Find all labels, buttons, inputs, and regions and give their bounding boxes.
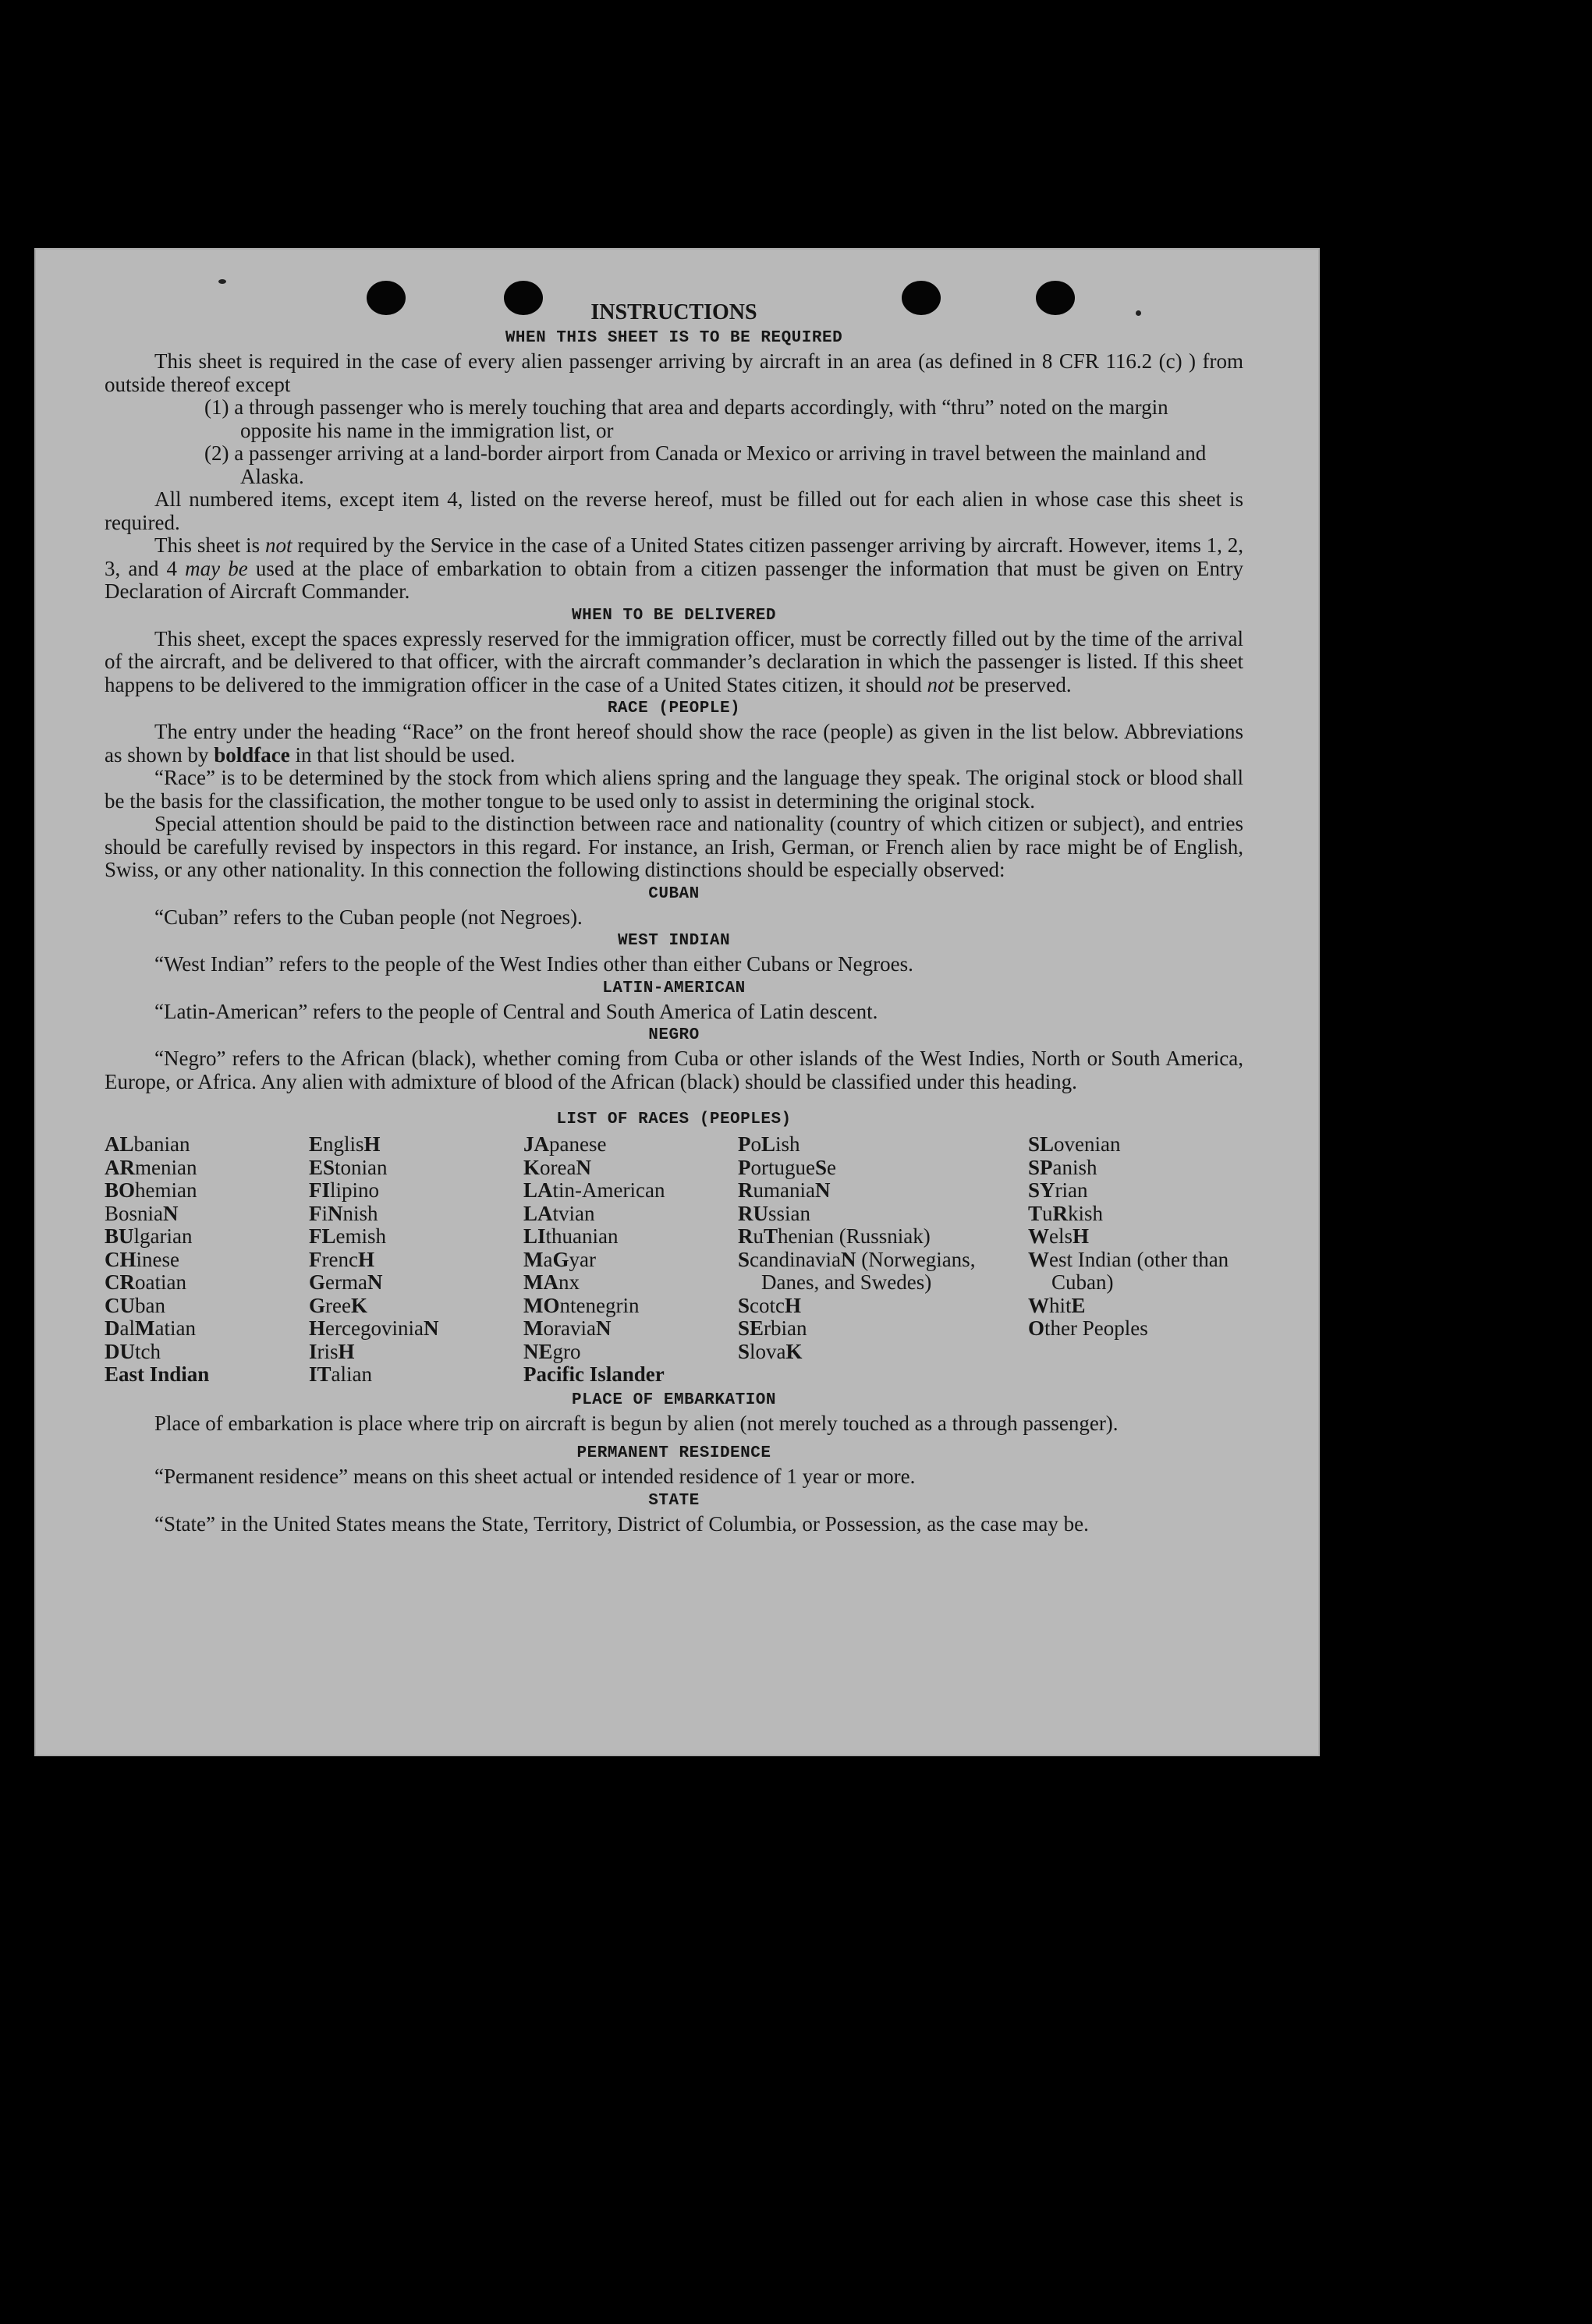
race-entry: FIlipino	[309, 1178, 380, 1202]
paragraph-residence: “Permanent residence” means on this sheet actual or intended residence of 1 year or more.	[154, 1465, 916, 1488]
punch-hole	[367, 281, 406, 315]
race-entry: SErbian	[738, 1316, 807, 1340]
paragraph-numbered-items: All numbered items, except item 4, listed on the reverse hereof, must be filled out for each alien in whose case this sheet is required.	[105, 487, 1243, 534]
race-entry: IrisH	[309, 1339, 355, 1363]
race-entry: CRoatian	[105, 1270, 186, 1294]
race-column	[105, 1133, 309, 1387]
race-entry: ScotcH	[738, 1293, 802, 1317]
race-entry: MoraviaN	[523, 1316, 612, 1340]
section-heading-residence: PERMANENT RESIDENCE	[576, 1444, 771, 1462]
punch-hole	[1036, 281, 1075, 315]
section-heading-when-delivered: WHEN TO BE DELIVERED	[571, 606, 777, 625]
race-entry: PortugueSe	[738, 1155, 836, 1179]
race-entry: PoLish	[738, 1132, 800, 1156]
instruction-sheet	[34, 248, 1320, 1756]
paragraph-cuban: “Cuban” refers to the Cuban people (not Negroes).	[154, 905, 583, 929]
paragraph-not-required: This sheet is not required by the Service in the case of a United States citizen passenger arriving by aircraft. However, items 1, 2, 3, and 4 may be used at the place of embarkation to obtain from a citizen passenger the information that must be given on Entry Declaration of Aircraft Commander.	[105, 533, 1244, 603]
race-column	[738, 1133, 1028, 1387]
race-entry: FrencH	[309, 1247, 374, 1271]
paragraph-required: This sheet is required in the case of every alien passenger arriving by aircraft in an area (as defined in 8 CFR 116.2 (c) ) from outside thereof except	[105, 349, 1243, 396]
race-entry: SLovenian	[1028, 1132, 1121, 1156]
race-entry: JApanese	[523, 1132, 607, 1156]
race-column	[309, 1133, 523, 1387]
race-entry: MaGyar	[523, 1247, 596, 1271]
race-entry: FLemish	[309, 1224, 387, 1248]
exception-item-1: (1) a through passenger who is merely touching that area and departs accordingly, with “thru” noted on the margin opposite his name in the immigration list, or	[204, 395, 1168, 442]
race-column	[523, 1133, 738, 1387]
race-entry: ITalian	[309, 1362, 373, 1386]
race-entry: SYrian	[1028, 1178, 1088, 1202]
paragraph-race-nationality: Special attention should be paid to the distinction between race and nationality (country of which citizen or subject), and entries should be carefully revised by inspectors in this regard. For instance, an Irish, German, or French alien by race might be of English, Swiss, or any other nationality. In this connection the following distinctions should be especially observed:	[105, 812, 1243, 881]
race-entry: MOntenegrin	[523, 1293, 640, 1317]
race-entry: BOhemian	[105, 1178, 197, 1202]
race-entry: WelsH	[1028, 1224, 1090, 1248]
race-entry: HercegoviniaN	[309, 1316, 439, 1340]
race-entry: West Indian (other than Cuban)	[1028, 1247, 1229, 1294]
race-entry: Pacific Islander	[523, 1362, 665, 1386]
punch-hole	[902, 281, 941, 315]
race-entry: BUlgarian	[105, 1224, 193, 1248]
paragraph-latin-american: “Latin-American” refers to the people of Central and South America of Latin descent.	[154, 999, 878, 1023]
race-entry: DUtch	[105, 1339, 161, 1363]
race-list	[105, 1133, 1243, 1387]
race-entry: BosniaN	[105, 1201, 179, 1225]
paper-speck	[1136, 310, 1141, 316]
race-entry: LAtvian	[523, 1201, 595, 1225]
race-column	[1028, 1133, 1246, 1387]
race-entry: WhitE	[1028, 1293, 1086, 1317]
paragraph-delivered: This sheet, except the spaces expressly reserved for the immigration officer, must be correctly filled out by the time of the arrival of the aircraft, and be delivered to that officer, with the aircraft commander’s declaration in which the passenger is listed. If this sheet happens to be delivered to the immigration officer in the case of a United States citizen, it should not be preserved.	[105, 626, 1243, 696]
race-entry: SPanish	[1028, 1155, 1097, 1179]
race-entry: ARmenian	[105, 1155, 197, 1179]
punch-hole	[504, 281, 543, 315]
race-entry: LAtin-American	[523, 1178, 665, 1202]
race-entry: CUban	[105, 1293, 165, 1317]
paper-speck	[218, 279, 226, 284]
race-entry: TuRkish	[1028, 1201, 1104, 1225]
race-entry: ALbanian	[105, 1132, 190, 1156]
paragraph-race-stock: “Race” is to be determined by the stock from which aliens spring and the language they speak. The original stock or blood shall be the basis for the classification, the mother tongue to be used only to assist in determining the original stock.	[105, 766, 1243, 813]
paragraph-race-entry: The entry under the heading “Race” on the front hereof should show the race (people) as given in the list below. Abbreviations as shown by boldface in that list should be used.	[105, 720, 1243, 767]
race-entry: NEgro	[523, 1339, 581, 1363]
race-entry: SlovaK	[738, 1339, 803, 1363]
race-entry: RUssian	[738, 1201, 810, 1225]
race-entry: ScandinaviaN (Norwegians, Danes, and Swedes)	[738, 1247, 976, 1294]
document-title: INSTRUCTIONS	[590, 300, 757, 324]
race-entry: KoreaN	[523, 1155, 591, 1179]
paragraph-negro: “Negro” refers to the African (black), whether coming from Cuba or other islands of the West Indies, North or South America, Europe, or Africa. Any alien with admixture of blood of the African (black) should be classified under this heading.	[105, 1047, 1243, 1093]
section-heading-race: RACE (PEOPLE)	[607, 700, 741, 717]
paragraph-embarkation: Place of embarkation is place where trip on aircraft is begun by alien (not merely touched as a through passenger).	[154, 1411, 1119, 1435]
race-entry: EnglisH	[309, 1132, 381, 1156]
race-entry: FiNnish	[309, 1201, 378, 1225]
section-heading-latin-american: LATIN-AMERICAN	[602, 979, 746, 997]
race-entry: MAnx	[523, 1270, 580, 1294]
race-entry: GreeK	[309, 1293, 367, 1317]
section-heading-negro: NEGRO	[648, 1026, 700, 1044]
race-entry: GermaN	[309, 1270, 383, 1294]
section-heading-when-required: WHEN THIS SHEET IS TO BE REQUIRED	[505, 329, 843, 347]
section-heading-cuban: CUBAN	[648, 884, 700, 903]
paragraph-west-indian: “West Indian” refers to the people of the West Indies other than either Cubans or Negroes.	[154, 952, 913, 976]
race-entry: CHinese	[105, 1247, 179, 1271]
section-heading-list-of-races: LIST OF RACES (PEOPLES)	[556, 1111, 792, 1128]
section-heading-state: STATE	[648, 1491, 700, 1510]
paragraph-state: “State” in the United States means the State, Territory, District of Columbia, or Possession, as the case may be.	[154, 1511, 1089, 1536]
race-entry: LIthuanian	[523, 1224, 619, 1248]
exception-item-2: (2) a passenger arriving at a land-border airport from Canada or Mexico or arriving in travel between the mainland and Alaska.	[204, 441, 1207, 488]
race-entry: EStonian	[309, 1155, 388, 1179]
race-entry: East Indian	[105, 1362, 210, 1386]
race-entry: Other Peoples	[1028, 1316, 1148, 1340]
race-entry: RuThenian (Russniak)	[738, 1224, 931, 1248]
race-entry: DalMatian	[105, 1316, 196, 1340]
section-heading-west-indian: WEST INDIAN	[617, 932, 731, 950]
section-heading-embarkation: PLACE OF EMBARKATION	[571, 1391, 777, 1409]
race-entry: RumaniaN	[738, 1178, 831, 1202]
